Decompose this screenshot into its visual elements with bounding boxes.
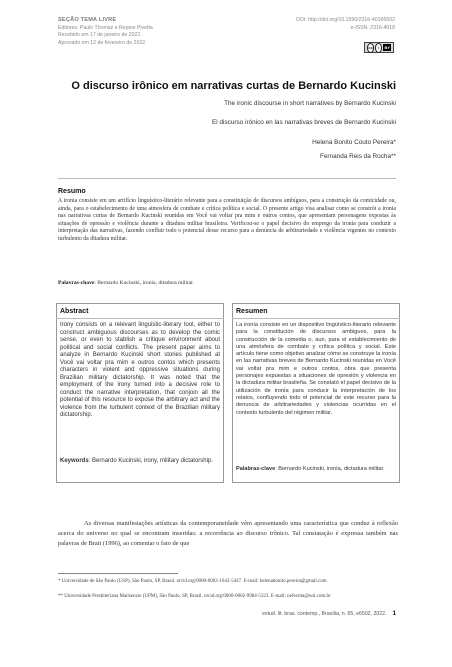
resumo-body: A ironia consiste em um artifício linguístico-literário relevante para a constituição de discursos ambíguos, para a construção da comicidade ou, ainda, para o estabelecimento de uma atmosfera de combate e crítica política e social. O presente artigo visa analisar como se constrói a ironia nas narrativas curtas de Bernardo Kucinski reunidas em Você vai voltar pra mim e outros contos, que apresentam personagens expostas às situações de opressão e violência durante a ditadura militar brasileira. Verificou-se o papel decisivo do emprego da ironia para conduzir a interpretação das narrativas, fazendo confluir todo o potencial desse recurso para a denúncia de arbitrariedade e violência vigentes no contexto turbulento da ditadura militar. bbox=[58, 198, 396, 242]
abstract-keywords-label: Keywords bbox=[60, 458, 89, 464]
header-right bbox=[296, 17, 395, 32]
author-1: Helena Bonito Couto Pereira* bbox=[312, 139, 396, 146]
resumen-rule bbox=[232, 318, 400, 319]
editors: Editores: Paulo Thomaz e Rejane Pivetta bbox=[58, 24, 153, 31]
subtitle-en: The ironic discourse in short narratives by Bernardo Kucinski bbox=[224, 100, 396, 107]
footnote-rule bbox=[58, 573, 178, 574]
doi-link[interactable]: DOI: http://doi.org/10.1590/2316-40186502 bbox=[296, 17, 395, 23]
abstract-heading: Abstract bbox=[60, 308, 89, 315]
journal-citation: estud. lit. bras. contemp., Brasília, n. 65, e6502, 2022. bbox=[262, 611, 387, 617]
footnote-2: ** Universidade Presbiteriana Mackenzie (UPM), São Paulo, SP, Brasil. orcid.org/0000-0002-9984-5323. E-mail: nefersita@uol.com.br bbox=[58, 594, 331, 599]
footnote-1: * Universidade de São Paulo (USP), São Paulo, SP, Brasil. orcid.org/0000-0002-1642-5447. E-mail: helenabonito.pereira@gmail.com bbox=[58, 579, 327, 584]
resumo-keywords-text: : Bernardo Kucinski, ironia, ditadura militar. bbox=[94, 280, 195, 286]
license-label: BY bbox=[384, 45, 390, 50]
section-label: SEÇÃO TEMA LIVRE bbox=[58, 17, 117, 23]
resumo-keywords bbox=[58, 280, 194, 286]
cc-icon: cc bbox=[367, 43, 374, 53]
resumen-body: La ironía consiste en un dispositivo lingüístico-literario relevante para la constitución de discursos ambiguos, para la construcción de la comedia o, aun, para el establecimiento de una atmósfera de combate y crítica política y social. Este artículo tiene como objetivo analizar cómo se construye la ironía en las narrativas breves de Bernardo Kucinski reunidas en Você vai voltar pra mim e outros contos, obra que presenta personajes expuestas a situaciones de opresión y violencia en la dictadura militar brasileña. Se constató el papel decisivo de la utilización de ironía para conducir la interpretación de los relatos, confluyendo todo el potencial de este recurso para la denuncia de arbitrariedades y violencias ocurridas en el contexto turbulento del régimen militar. bbox=[236, 322, 396, 416]
resumo-heading: Resumo bbox=[58, 188, 86, 195]
abstract-keywords-text: : Bernardo Kucinski, irony, military dictatorship. bbox=[88, 458, 213, 464]
received-date: Recebido em 17 de janeiro de 2022. bbox=[58, 32, 142, 39]
subtitle-es: El discurso irónico en las narrativas breves de Bernardo Kucinski bbox=[212, 119, 396, 126]
abstract-keywords bbox=[60, 458, 220, 466]
abstract-body: Irony consists on a relevant linguistic-literary tool, either to construct ambiguous discourses as to develop the comic sense, or even to stablish a critique environment about political and social conflicts. The present paper aims to analyze in Bernardo Kucinski short stories published at Você vai voltar pra mim e outros contos which presents characters in violent and oppressive situations during Brazilian military dictatorship. It was noted that the employment of the irony turned into a decisive role to conduct the narrative interpretation, that conjoin all the potential of this resource to expose the arbitrary act and the violence from the turbulent context of the Brazilian military dictatorship. bbox=[60, 322, 220, 418]
resumen-keywords-text: : Bernardo Kucinski, ironía, dictadura militar. bbox=[275, 466, 385, 472]
resumen-heading: Resumen bbox=[236, 308, 268, 315]
approved-date: Aprovado em 12 de fevereiro de 2022. bbox=[58, 39, 147, 46]
issn: e-ISSN: 2316-4018 bbox=[350, 24, 395, 31]
intro-paragraph: As diversas manifestações artísticas da contemporaneidade vêm apresentando uma característica que conduz à reflexão acerca do universo no qual se encontram inseridas: a recorrência ao discurso irônico. Tal constatação é expressa também nas palavras de Brait (1996), ao comentar o fato de que bbox=[58, 520, 398, 547]
author-2: Fernanda Reis da Rocha** bbox=[319, 153, 396, 160]
divider bbox=[58, 178, 396, 179]
article-title: O discurso irônico em narrativas curtas de Bernardo Kucinski bbox=[71, 80, 396, 92]
cc-license-badge[interactable] bbox=[364, 42, 394, 53]
by-person-icon: i bbox=[375, 43, 382, 53]
header-left bbox=[58, 17, 153, 47]
page-footer bbox=[262, 610, 396, 617]
resumo-keywords-label: Palavras-chave bbox=[58, 280, 95, 286]
page-number: 1 bbox=[392, 610, 396, 617]
abstract-rule bbox=[56, 318, 224, 319]
resumen-keywords-label: Palabras-clave bbox=[236, 466, 276, 472]
resumen-keywords bbox=[236, 466, 396, 473]
